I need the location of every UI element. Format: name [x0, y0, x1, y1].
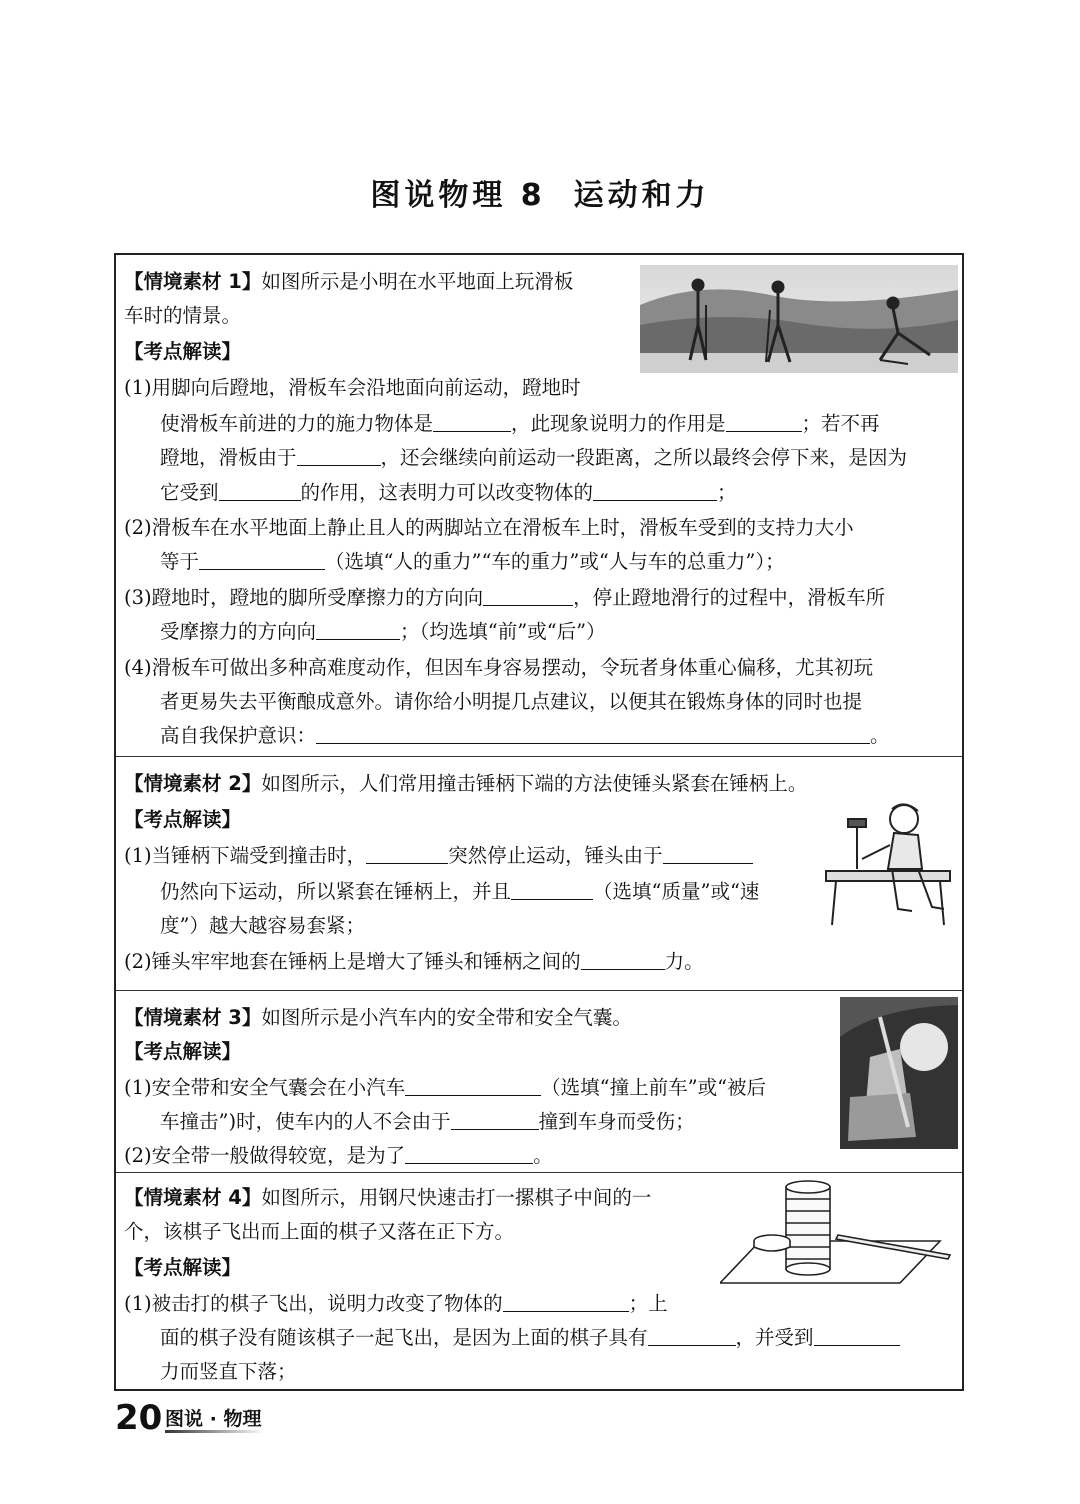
analysis-label: 【考点解读】 — [124, 1040, 242, 1063]
question-text: 度”）越大越容易套紧； — [160, 914, 365, 937]
page-title — [0, 170, 1080, 214]
question-text: (2)安全带一般做得较宽，是为了 — [124, 1144, 406, 1167]
question-text: （选填“撞上前车”或“被后 — [541, 1076, 767, 1099]
question-text: 突然停止运动，锤头由于 — [448, 844, 663, 867]
section-material-3 — [116, 991, 962, 1173]
question-text: (2)滑板车在水平地面上静止且人的两脚站立在滑板车上时，滑板车受到的支持力大小 — [124, 516, 854, 539]
question-text: 它受到 — [160, 481, 219, 504]
section-material-1 — [116, 255, 962, 757]
question-text: 。 — [870, 724, 890, 747]
car-airbag-photo — [840, 997, 958, 1149]
answer-blank[interactable] — [511, 879, 593, 900]
question-text: （选填“质量”或“速 — [593, 880, 760, 903]
answer-blank[interactable] — [451, 1109, 539, 1130]
question-text: 力。 — [664, 950, 704, 973]
question-text: ，还会继续向前运动一段距离，之所以最终会停下来，是因为 — [380, 446, 908, 469]
answer-blank[interactable] — [219, 480, 301, 501]
question-text: 受摩擦力的方向向 — [160, 620, 317, 643]
material-4-label: 【情境素材 4】 — [124, 1186, 262, 1209]
chess-stack-diagram — [720, 1179, 956, 1285]
title-topic: 运动和力 — [573, 178, 710, 213]
answer-blank[interactable] — [316, 619, 400, 640]
answer-blank[interactable] — [483, 585, 573, 606]
question-text: 。 — [533, 1144, 553, 1167]
question-text: ，停止蹬地滑行的过程中，滑板车所 — [573, 586, 886, 609]
question-text: (3)蹬地时，蹬地的脚所受摩擦力的方向向 — [124, 586, 484, 609]
material-2-intro: 如图所示，人们常用撞击锤柄下端的方法使锤头紧套在锤柄上。 — [261, 772, 808, 795]
material-4-intro: 如图所示，用钢尺快速击打一摞棋子中间的一 — [261, 1186, 652, 1209]
material-1-label: 【情境素材 1】 — [124, 270, 262, 293]
analysis-label: 【考点解读】 — [124, 340, 242, 363]
question-text: 高自我保护意识： — [160, 724, 317, 747]
question-text: 车撞击”)时，使车内的人不会由于 — [160, 1110, 451, 1133]
question-text: (1)当锤柄下端受到撞击时， — [124, 844, 367, 867]
question-text: （选填“人的重力”“车的重力”或“人与车的总重力”）； — [325, 550, 785, 573]
answer-blank[interactable] — [366, 843, 448, 864]
question-text: 使滑板车前进的力的施力物体是 — [160, 412, 434, 435]
question-text: ；（均选填“前”或“后”） — [400, 620, 606, 643]
question-text: (1)安全带和安全气囊会在小汽车 — [124, 1076, 406, 1099]
material-3-intro: 如图所示是小汽车内的安全带和安全气囊。 — [261, 1006, 632, 1029]
answer-blank[interactable] — [199, 549, 325, 570]
answer-blank[interactable] — [648, 1325, 736, 1346]
question-text: 面的棋子没有随该棋子一起飞出，是因为上面的棋子具有 — [160, 1326, 648, 1349]
answer-blank[interactable] — [433, 411, 511, 432]
question-text: (1)用脚向后蹬地，滑板车会沿地面向前运动，蹬地时 — [124, 376, 581, 399]
question-text: ，此现象说明力的作用是 — [511, 412, 726, 435]
material-2-label: 【情境素材 2】 — [124, 772, 262, 795]
question-text: ；上 — [628, 1292, 668, 1315]
question-text: ，并受到 — [735, 1326, 814, 1349]
answer-blank[interactable] — [663, 843, 753, 864]
page-number: 20 — [115, 1398, 163, 1438]
question-text: 蹬地，滑板由于 — [160, 446, 297, 469]
answer-blank[interactable] — [297, 445, 381, 466]
material-3-label: 【情境素材 3】 — [124, 1006, 262, 1029]
question-text: ； — [717, 481, 737, 504]
answer-blank[interactable] — [405, 1143, 533, 1164]
hammer-illustration — [822, 799, 956, 929]
material-1-intro: 如图所示是小明在水平地面上玩滑板 — [261, 270, 574, 293]
answer-blank[interactable] — [503, 1291, 629, 1312]
footer-label: 图说 · 物理 — [165, 1408, 262, 1430]
answer-blank[interactable] — [405, 1075, 541, 1096]
answer-blank[interactable] — [593, 480, 717, 501]
material-4-intro-cont: 个，该棋子飞出而上面的棋子又落在正下方。 — [124, 1220, 515, 1243]
analysis-label: 【考点解读】 — [124, 808, 242, 831]
question-text: 仍然向下运动，所以紧套在锤柄上，并且 — [160, 880, 512, 903]
question-text: 撞到车身而受伤； — [538, 1110, 695, 1133]
footer-rule — [165, 1430, 265, 1433]
material-1-intro-cont: 车时的情景。 — [124, 304, 242, 327]
answer-blank[interactable] — [726, 411, 802, 432]
section-material-2 — [116, 757, 962, 991]
answer-blank[interactable] — [814, 1325, 900, 1346]
analysis-label: 【考点解读】 — [124, 1256, 242, 1279]
question-text: (1)被击打的棋子飞出，说明力改变了物体的 — [124, 1292, 503, 1315]
section-material-4 — [116, 1173, 962, 1389]
question-text: ；若不再 — [801, 412, 880, 435]
question-text: 等于 — [160, 550, 200, 573]
question-text: 的作用，这表明力可以改变物体的 — [300, 481, 594, 504]
answer-blank[interactable] — [316, 723, 870, 744]
question-text: (4)滑板车可做出多种高难度动作，但因车身容易摆动，令玩者身体重心偏移，尤其初玩 — [124, 656, 874, 679]
question-text: (2)锤头牢牢地套在锤柄上是增大了锤头和锤柄之间的 — [124, 950, 581, 973]
scooter-photo — [640, 265, 958, 373]
question-text: 者更易失去平衡酿成意外。请你给小明提几点建议，以便其在锻炼身体的同时也提 — [160, 690, 863, 713]
worksheet-frame — [114, 253, 964, 1391]
answer-blank[interactable] — [581, 949, 665, 970]
title-main: 图说物理 8 — [370, 178, 546, 213]
question-text: 力而竖直下落； — [160, 1360, 297, 1383]
